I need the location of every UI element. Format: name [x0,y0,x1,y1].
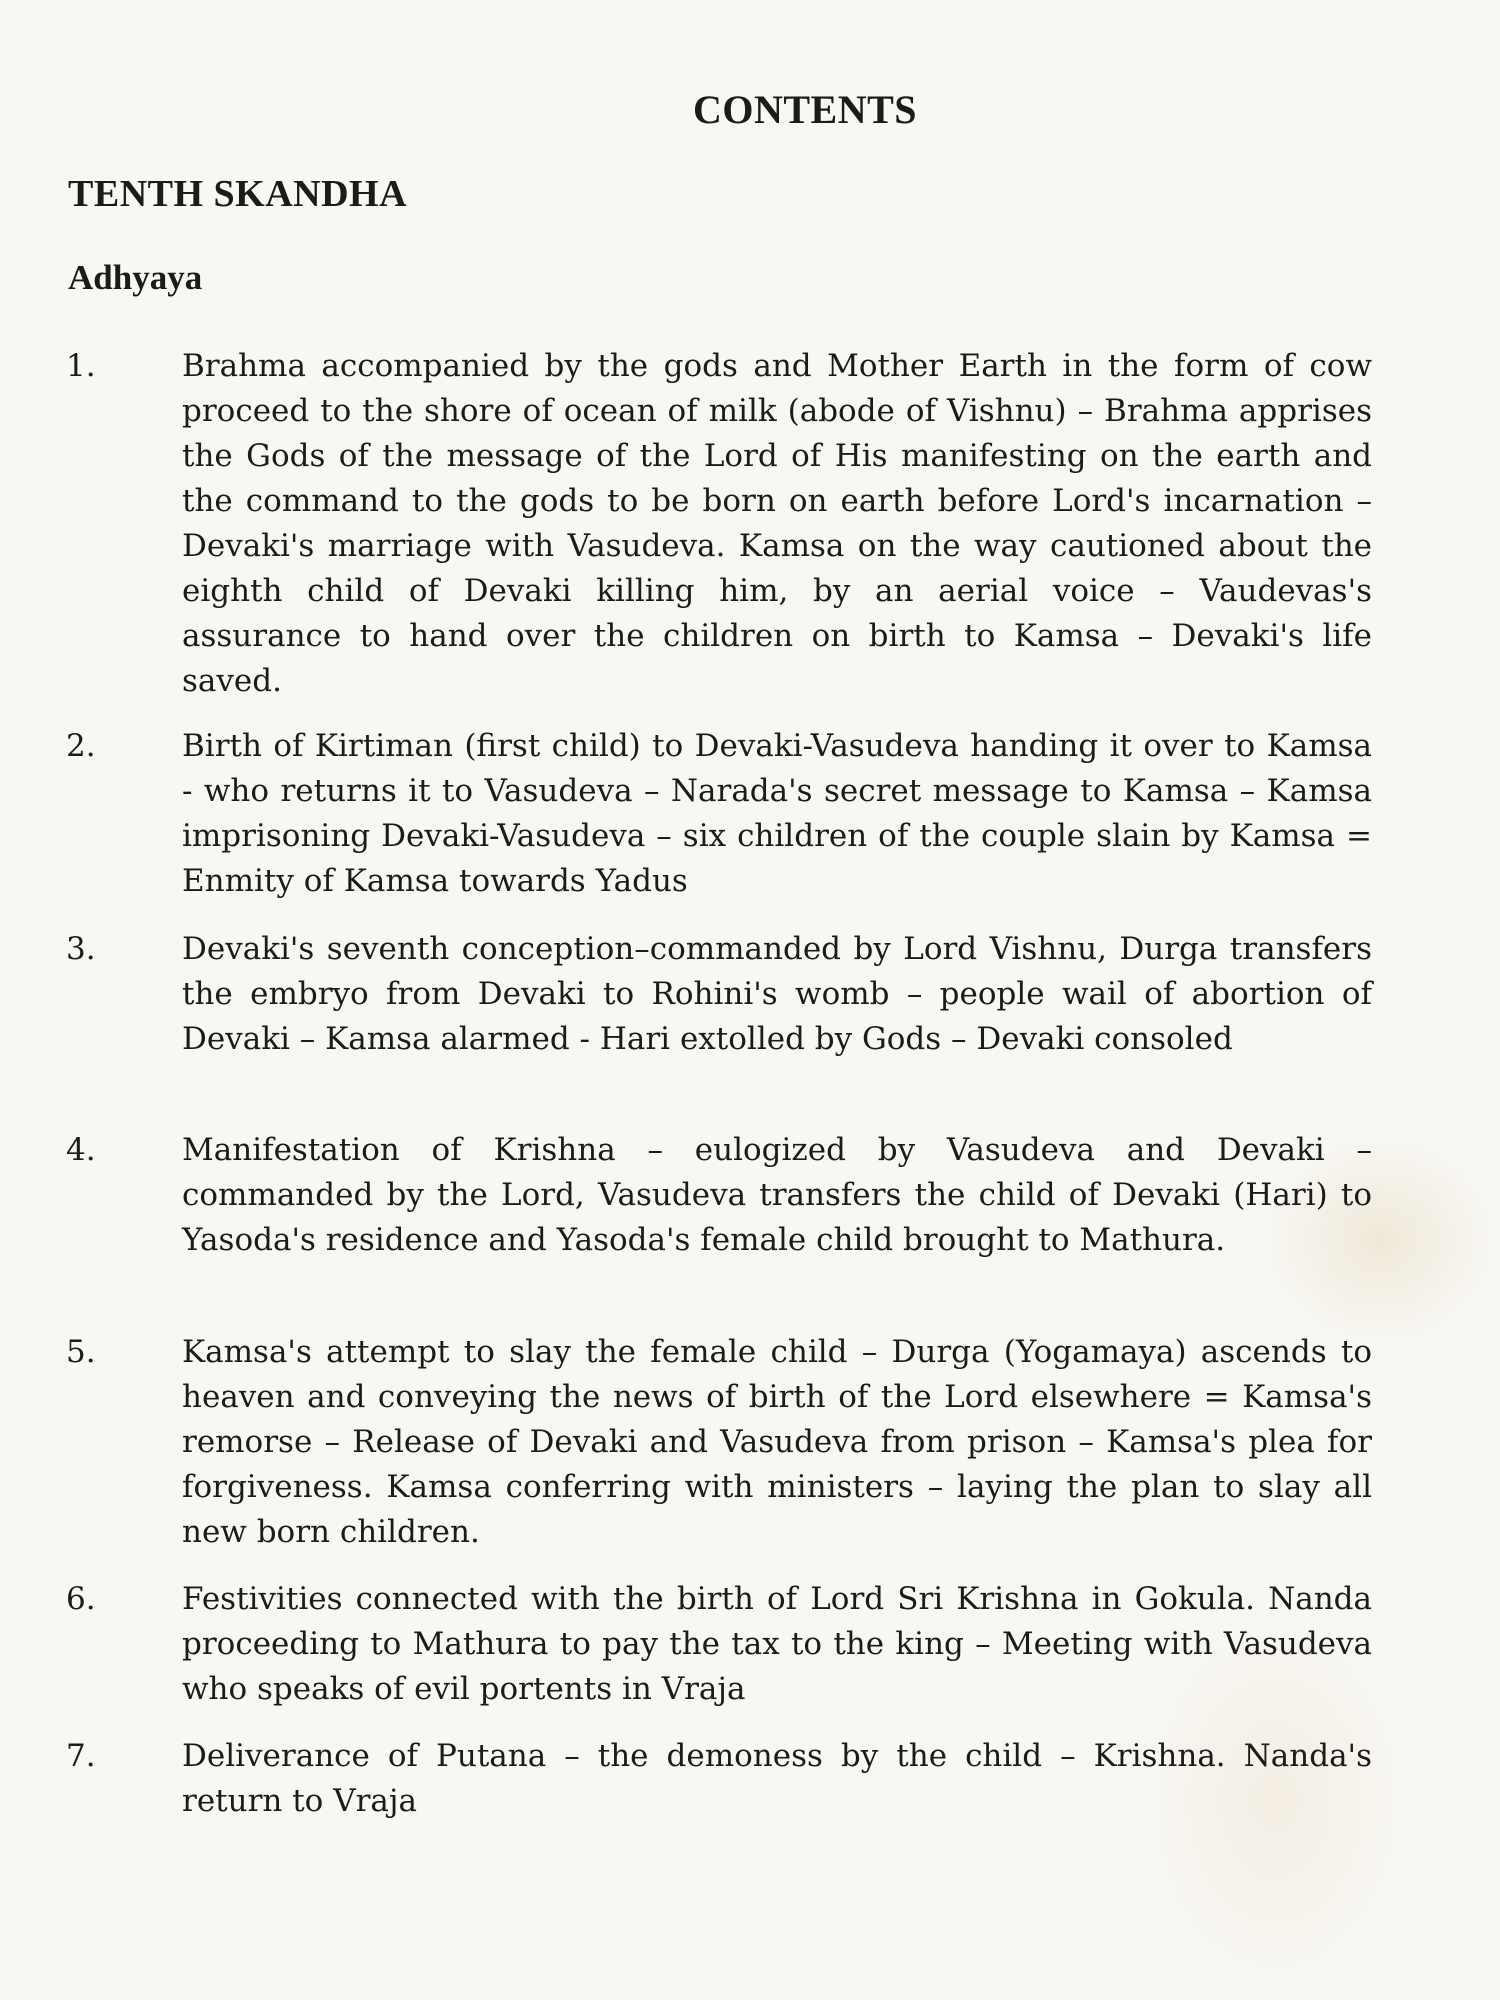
entry-number: 2. [66,728,96,764]
entry-text: Deliverance of Putana – the demoness by the child – Krishna. Nanda's return to Vraja [182,1738,1372,1819]
page-title: CONTENTS [692,87,918,132]
section-heading: TENTH SKANDHA [68,173,408,215]
entry-text: Brahma accompanied by the gods and Mother Earth in the form of cow proceed to the shore of ocean of milk (abode of Vishnu) – Brahma apprises the Gods of the message of the Lord of His manifesting on the earth and the command to the gods to be born on earth before Lord's incarnation – Devaki's marriage with Vasudeva. Kamsa on the way cautioned about the eighth child of Devaki killing him, by an aerial voice – Vaudevas's assurance to hand over the children on birth to Kamsa – Devaki's life saved. [182,348,1372,699]
entry-text: Manifestation of Krishna – eulogized by Vasudeva and Devaki – commanded by the Lord, Vasudeva transfers the child of Devaki (Hari) to Yasoda's residence and Yasoda's female child brought to Mathura. [182,1132,1372,1258]
entry-text: Festivities connected with the birth of Lord Sri Krishna in Gokula. Nanda proceeding to Mathura to pay the tax to the king – Meeting with Vasudeva who speaks of evil portents in Vraja [182,1581,1372,1707]
entry-text: Kamsa's attempt to slay the female child – Durga (Yogamaya) ascends to heaven and conveying the news of birth of the Lord elsewhere = Kamsa's remorse – Release of Devaki and Vasudeva from prison – Kamsa's plea for forgiveness. Kamsa conferring with ministers – laying the plan to slay all new born children. [182,1334,1372,1550]
entry-number: 1. [66,348,96,384]
entry-number: 6. [66,1581,96,1617]
entry-text: Birth of Kirtiman (first child) to Devaki-Vasudeva handing it over to Kamsa - who returns it to Vasudeva – Narada's secret message to Kamsa – Kamsa imprisoning Devaki-Vasudeva – six children of the couple slain by Kamsa = Enmity of Kamsa towards Yadus [182,728,1372,899]
entry-number: 5. [66,1334,96,1370]
subsection-heading: Adhyaya [68,258,203,297]
entry-number: 4. [66,1132,96,1168]
entry-number: 7. [66,1738,96,1774]
entry-text: Devaki's seventh conception–commanded by Lord Vishnu, Durga transfers the embryo from Devaki to Rohini's womb – people wail of abortion of Devaki – Kamsa alarmed - Hari extolled by Gods – Devaki consoled [182,931,1372,1057]
entry-number: 3. [66,931,96,967]
